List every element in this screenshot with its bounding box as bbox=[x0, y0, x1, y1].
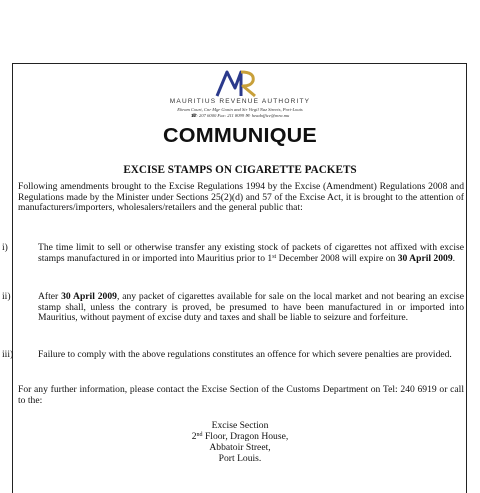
page-subtitle: EXCISE STAMPS ON CIGARETTE PACKETS bbox=[123, 164, 357, 176]
list-item: Failure to comply with the above regulations constitutes an offence for which severe penalties are provided. bbox=[38, 349, 452, 360]
list-marker: iii) bbox=[2, 349, 14, 360]
floor-superscript: nd bbox=[196, 432, 203, 438]
list-item bbox=[38, 292, 464, 324]
item-text: After bbox=[38, 291, 62, 302]
item-text: December 2008 will expire on bbox=[276, 252, 398, 264]
item-date: 30 April 2009 bbox=[61, 291, 117, 302]
address-line: Abbatoir Street, bbox=[209, 442, 271, 453]
floor-text: Floor, Dragon House, bbox=[202, 431, 289, 442]
item-text: . bbox=[452, 252, 456, 264]
list-marker: ii) bbox=[2, 291, 11, 302]
address-block bbox=[0, 420, 480, 464]
address-line bbox=[0, 431, 480, 442]
contact-paragraph: For any further information, please contact the Excise Section of the Customs Department on Tel: 240 6919 or call to the: bbox=[18, 384, 464, 406]
page-title: COMMUNIQUE bbox=[163, 124, 317, 147]
list-item bbox=[38, 243, 464, 264]
item-text: , any packet of cigarettes available for sale on the local market and not bearing an excise stamp shall, unless the contrary is proved, be presumed to have been manufactured in or imported into Mauritius, without payment of excise duty and taxes and shall be liable to seizure and forfeiture. bbox=[38, 291, 465, 324]
item-superscript: st bbox=[272, 253, 277, 260]
intro-paragraph: Following amendments brought to the Excise Regulations 1994 by the Excise (Amendment) Regulations 2008 and Regulations made by the Minister under Sections 25(2)(d) and 57 of the Excise Act, it is brought to the attention of manufacturers/importers, wholesalers/retailers and the general public that: bbox=[18, 181, 464, 214]
floor-number: 2 bbox=[191, 431, 197, 442]
address-line: Port Louis. bbox=[218, 453, 262, 464]
address-line: Ehram Court, Cnr Mgr Gonin and Sir Virgil Naz Streets, Port-Louis bbox=[177, 107, 303, 112]
org-name: MAURITIUS REVENUE AUTHORITY bbox=[169, 98, 311, 105]
item-text: The time limit to sell or otherwise transfer any existing stock of packets of cigarettes not affixed with excise stamps manufactured in or imported into Mauritius prior to 1 bbox=[38, 242, 464, 264]
list-marker: i) bbox=[2, 242, 8, 253]
address-line: Excise Section bbox=[211, 420, 269, 431]
mra-logo-icon bbox=[213, 66, 261, 98]
contact-line: ☎: 207 6000 Fax: 211 8099 ✉: headoffice@mra.mu bbox=[190, 113, 290, 118]
item-date: 30 April 2009 bbox=[397, 252, 453, 264]
